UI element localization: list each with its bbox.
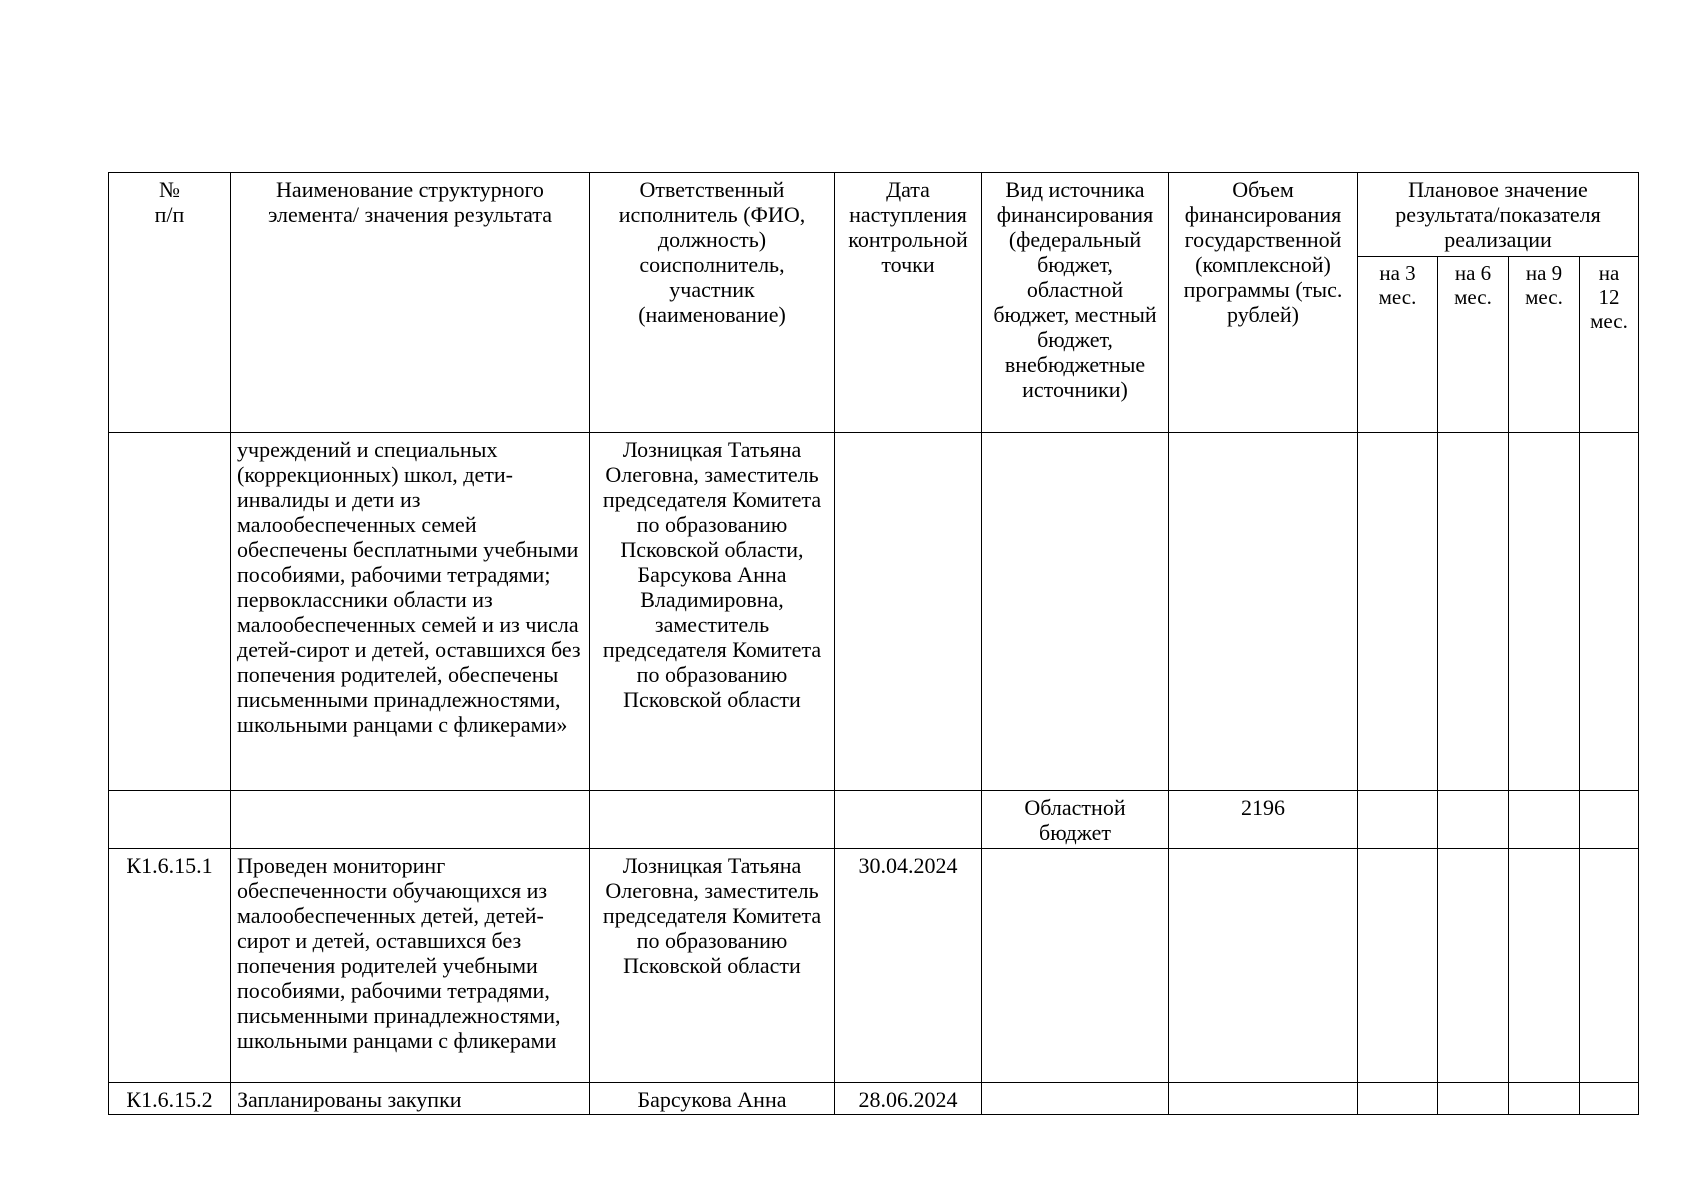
row-responsible <box>590 791 835 849</box>
row-m9 <box>1509 433 1580 791</box>
header-num: № п/п <box>109 173 231 433</box>
plan-table <box>108 172 1639 1115</box>
row-name: Проведен мониторинг обеспеченности обучающихся из малообеспеченных детей, детей-сирот и детей, оставшихся без попечения родителей учебными пособиями, рабочими тетрадями, письменными принадлежностями, школьными ранцами с фликерами <box>231 849 590 1083</box>
header-source: Вид источника финансирования (федеральный бюджет, областной бюджет, местный бюджет, внебюджетные источники) <box>982 173 1169 433</box>
row-m12 <box>1580 791 1639 849</box>
header-planned: Плановое значение результата/показателя реализации <box>1358 173 1639 257</box>
row-m6 <box>1438 849 1509 1083</box>
row-source <box>982 849 1169 1083</box>
row-m12 <box>1580 849 1639 1083</box>
header-m9: на 9 мес. <box>1509 257 1580 433</box>
table-row <box>109 791 1639 849</box>
row-date <box>835 791 982 849</box>
row-date <box>835 433 982 791</box>
row-volume <box>1169 849 1358 1083</box>
table-row <box>109 433 1639 791</box>
header-m6: на 6 мес. <box>1438 257 1509 433</box>
row-m6 <box>1438 433 1509 791</box>
row-responsible: Лозницкая Татьяна Олеговна, заместитель председателя Комитета по образованию Псковской области, Барсукова Анна Владимировна, заместитель председателя Комитета по образованию Псковской области <box>590 433 835 791</box>
row-m9 <box>1509 849 1580 1083</box>
row-source <box>982 1083 1169 1115</box>
header-row <box>109 173 1639 257</box>
row-responsible: Лозницкая Татьяна Олеговна, заместитель председателя Комитета по образованию Псковской области <box>590 849 835 1083</box>
row-volume: 2196 <box>1169 791 1358 849</box>
row-num: К1.6.15.2 <box>109 1083 231 1115</box>
row-num: К1.6.15.1 <box>109 849 231 1083</box>
row-date: 30.04.2024 <box>835 849 982 1083</box>
header-m3: на 3 мес. <box>1358 257 1438 433</box>
row-m3 <box>1358 433 1438 791</box>
header-name: Наименование структурного элемента/ значения результата <box>231 173 590 433</box>
row-volume <box>1169 1083 1358 1115</box>
header-date: Дата наступления контрольной точки <box>835 173 982 433</box>
row-name: учреждений и специальных (коррекционных) школ, дети-инвалиды и дети из малообеспеченных семей обеспечены бесплатными учебными пособиями, рабочими тетрадями; первоклассники области из малообеспеченных семей и из числа детей-сирот и детей, оставшихся без попечения родителей, обеспечены письменными принадлежностями, школьными ранцами с фликерами» <box>231 433 590 791</box>
row-m6 <box>1438 791 1509 849</box>
row-name <box>231 791 590 849</box>
table-row <box>109 1083 1639 1115</box>
row-volume <box>1169 433 1358 791</box>
row-m12 <box>1580 1083 1639 1115</box>
row-num <box>109 791 231 849</box>
header-m12: на 12 мес. <box>1580 257 1639 433</box>
row-source <box>982 433 1169 791</box>
table-row <box>109 849 1639 1083</box>
row-num <box>109 433 231 791</box>
row-m3 <box>1358 849 1438 1083</box>
row-m12 <box>1580 433 1639 791</box>
row-m3 <box>1358 1083 1438 1115</box>
row-m9 <box>1509 791 1580 849</box>
row-m3 <box>1358 791 1438 849</box>
header-responsible: Ответственный исполнитель (ФИО, должность) соисполнитель, участник (наименование) <box>590 173 835 433</box>
header-volume: Объем финансирования государственной (комплексной) программы (тыс. рублей) <box>1169 173 1358 433</box>
row-m6 <box>1438 1083 1509 1115</box>
row-m9 <box>1509 1083 1580 1115</box>
row-source: Областной бюджет <box>982 791 1169 849</box>
row-responsible: Барсукова Анна <box>590 1083 835 1115</box>
row-name: Запланированы закупки <box>231 1083 590 1115</box>
row-date: 28.06.2024 <box>835 1083 982 1115</box>
